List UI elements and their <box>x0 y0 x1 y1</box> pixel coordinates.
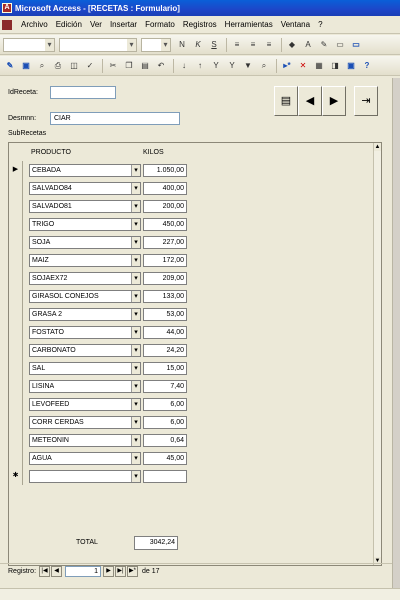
kilos-field[interactable]: 7,40 <box>143 380 187 393</box>
menu-archivo[interactable]: Archivo <box>21 20 48 29</box>
chevron-down-icon: ▾ <box>131 453 140 464</box>
record-selector[interactable] <box>9 323 23 341</box>
chevron-down-icon: ▾ <box>131 273 140 284</box>
chevron-down-icon: ▾ <box>131 345 140 356</box>
sort-desc-icon[interactable]: ↑ <box>198 60 202 70</box>
form-system-menu-icon[interactable] <box>2 20 12 30</box>
record-selector[interactable] <box>9 179 23 197</box>
kilos-field[interactable]: 6,00 <box>143 398 187 411</box>
new-record-row[interactable] <box>9 467 375 485</box>
chevron-down-icon: ▾ <box>131 255 140 266</box>
menu-help[interactable]: ? <box>318 20 323 29</box>
kilos-field[interactable]: 53,00 <box>143 308 187 321</box>
record-count: de 17 <box>142 568 160 575</box>
kilos-field[interactable]: 209,00 <box>143 272 187 285</box>
kilos-field[interactable]: 450,00 <box>143 218 187 231</box>
kilos-field[interactable]: 45,00 <box>143 452 187 465</box>
chevron-down-icon: ▾ <box>131 363 140 374</box>
product-combo[interactable]: TRIGO ▾ <box>29 218 141 231</box>
product-combo[interactable]: CORR CERDAS ▾ <box>29 416 141 429</box>
chevron-down-icon: ▾ <box>131 417 140 428</box>
product-combo[interactable]: LEVOFEED ▾ <box>29 398 141 411</box>
table-row[interactable] <box>9 179 375 197</box>
menu-registros[interactable]: Registros <box>182 20 217 29</box>
search-icon[interactable]: ⌕ <box>39 60 45 70</box>
title-bar <box>0 0 400 16</box>
table-row[interactable] <box>9 377 375 395</box>
copy-icon[interactable]: ❐ <box>125 60 133 70</box>
chevron-down-icon: ▾ <box>131 183 140 194</box>
record-selector[interactable] <box>9 215 23 233</box>
chevron-down-icon: ▾ <box>131 201 140 212</box>
kilos-field[interactable]: 6,00 <box>143 416 187 429</box>
id-receta-field[interactable] <box>50 86 116 99</box>
subform-vertical-scrollbar[interactable] <box>373 143 381 565</box>
special-effect-icon[interactable]: ▭ <box>352 39 360 49</box>
record-selector[interactable] <box>9 395 23 413</box>
product-combo[interactable]: SALVADO81 ▾ <box>29 200 141 213</box>
fill-color-icon[interactable]: ◆ <box>288 39 296 49</box>
form-horizontal-scrollbar[interactable] <box>0 588 400 600</box>
filter-form-icon[interactable]: Y <box>229 60 235 70</box>
record-selector[interactable] <box>9 413 23 431</box>
line-color-icon[interactable]: ✎ <box>320 39 328 49</box>
column-header-kilos: KILOS <box>143 149 164 156</box>
find-icon[interactable]: ⌕ <box>261 60 267 70</box>
formatting-toolbar <box>0 35 400 55</box>
menu-ver[interactable]: Ver <box>89 20 102 29</box>
first-record-icon[interactable]: |◀ <box>39 566 50 577</box>
exit-form-button[interactable]: ⇥ <box>354 86 378 116</box>
subrecetas-label: SubRecetas <box>8 130 47 137</box>
chevron-down-icon: ▾ <box>131 399 140 410</box>
kilos-field[interactable]: 172,00 <box>143 254 187 267</box>
chevron-down-icon: ▾ <box>131 291 140 302</box>
table-row[interactable] <box>9 449 375 467</box>
font-name-combo[interactable] <box>59 38 137 52</box>
record-selector[interactable] <box>9 287 23 305</box>
align-right-icon[interactable]: ≡ <box>266 39 272 49</box>
menu-insertar[interactable]: Insertar <box>109 20 138 29</box>
record-selector[interactable] <box>9 305 23 323</box>
database-window-icon[interactable]: ◨ <box>331 60 339 70</box>
table-row[interactable] <box>9 431 375 449</box>
product-combo[interactable]: CEBADA ▾ <box>29 164 141 177</box>
kilos-field[interactable]: 400,00 <box>143 182 187 195</box>
table-row[interactable] <box>9 323 375 341</box>
table-row[interactable] <box>9 215 375 233</box>
table-row[interactable] <box>9 395 375 413</box>
menu-bar <box>0 16 400 34</box>
record-selector[interactable] <box>9 233 23 251</box>
cut-icon[interactable]: ✂ <box>109 60 117 70</box>
record-selector[interactable] <box>9 431 23 449</box>
chevron-down-icon: ▾ <box>131 237 140 248</box>
menu-ventana[interactable]: Ventana <box>280 20 311 29</box>
last-record-icon[interactable]: ▶| <box>115 566 126 577</box>
product-combo[interactable]: CARBONATO ▾ <box>29 344 141 357</box>
filter-selection-icon[interactable]: Y <box>213 60 219 70</box>
help-icon[interactable]: ? <box>364 60 370 70</box>
align-left-icon[interactable]: ≡ <box>234 39 240 49</box>
kilos-field[interactable]: 0,64 <box>143 434 187 447</box>
product-combo[interactable]: SOJAEX72 ▾ <box>29 272 141 285</box>
view-icon[interactable]: ✎ <box>6 60 14 70</box>
table-row[interactable] <box>9 359 375 377</box>
product-combo[interactable]: SALVADO84 ▾ <box>29 182 141 195</box>
new-record-asterisk-icon[interactable]: ✱ <box>9 467 23 485</box>
chevron-down-icon: ▾ <box>131 381 140 392</box>
kilos-field[interactable]: 24,20 <box>143 344 187 357</box>
record-selector[interactable] <box>9 251 23 269</box>
form-toolbar <box>0 56 400 76</box>
record-label: Registro: <box>8 568 37 575</box>
table-row[interactable] <box>9 233 375 251</box>
chevron-down-icon: ▾ <box>131 219 140 230</box>
menu-herramientas[interactable]: Herramientas <box>224 20 273 29</box>
access-app-icon: A <box>2 3 12 13</box>
product-combo[interactable]: METEONIN ▾ <box>29 434 141 447</box>
subrecetas-subform <box>8 142 382 566</box>
table-row[interactable] <box>9 287 375 305</box>
total-field[interactable]: 3042,24 <box>134 536 178 550</box>
record-selector[interactable] <box>9 341 23 359</box>
object-combo[interactable] <box>3 38 55 52</box>
table-row[interactable] <box>9 197 375 215</box>
print-preview-icon[interactable]: ◫ <box>70 60 78 70</box>
product-combo[interactable]: AGUA ▾ <box>29 452 141 465</box>
chevron-down-icon: ▾ <box>131 309 140 320</box>
id-receta-label: IdReceta: <box>8 89 38 96</box>
kilos-field[interactable]: 44,00 <box>143 326 187 339</box>
description-field[interactable]: CIAR <box>50 112 180 125</box>
next-record-button[interactable]: ▶ <box>322 86 346 116</box>
product-combo[interactable]: MAIZ ▾ <box>29 254 141 267</box>
delete-record-icon[interactable]: ✕ <box>299 60 307 70</box>
print-icon[interactable]: ⎙ <box>54 60 62 70</box>
menu-formato[interactable]: Formato <box>145 20 175 29</box>
table-row[interactable] <box>9 161 375 179</box>
new-record-nav-icon[interactable]: ▶* <box>127 566 138 577</box>
record-navigation-bar <box>0 563 392 579</box>
chevron-down-icon: ▾ <box>131 165 140 176</box>
column-header-producto: PRODUCTO <box>31 149 71 156</box>
product-combo[interactable] <box>29 470 141 483</box>
apply-filter-icon[interactable]: ▼ <box>244 60 252 70</box>
kilos-field[interactable]: 15,00 <box>143 362 187 375</box>
product-combo[interactable]: SOJA ▾ <box>29 236 141 249</box>
new-record-icon[interactable]: ▸* <box>283 60 291 70</box>
scroll-up-icon[interactable]: ▲ <box>374 144 381 150</box>
current-record-indicator-icon[interactable]: ▶ <box>9 161 23 179</box>
record-selector[interactable] <box>9 449 23 467</box>
kilos-field[interactable]: 227,00 <box>143 236 187 249</box>
underline-icon[interactable]: S <box>211 39 217 49</box>
total-label: TOTAL <box>76 539 98 546</box>
scroll-down-icon[interactable]: ▼ <box>374 558 381 564</box>
next-record-icon[interactable]: ▶ <box>103 566 114 577</box>
new-object-icon[interactable]: ▣ <box>347 60 355 70</box>
product-combo[interactable]: GIRASOL CONEJOS ▾ <box>29 290 141 303</box>
table-row[interactable] <box>9 251 375 269</box>
sort-asc-icon[interactable]: ↓ <box>182 60 186 70</box>
record-selector[interactable] <box>9 377 23 395</box>
kilos-field[interactable]: 1.050,00 <box>143 164 187 177</box>
table-row[interactable] <box>9 305 375 323</box>
description-label: Desmnn: <box>8 115 37 122</box>
record-selector[interactable] <box>9 269 23 287</box>
save-icon[interactable]: ▣ <box>22 60 30 70</box>
font-size-combo[interactable] <box>141 38 171 52</box>
previous-record-button[interactable]: ◀ <box>298 86 322 116</box>
previous-record-icon[interactable]: ◀ <box>51 566 62 577</box>
kilos-field[interactable]: 133,00 <box>143 290 187 303</box>
current-record-field[interactable]: 1 <box>65 566 101 577</box>
font-color-icon[interactable]: A <box>305 39 311 49</box>
table-row[interactable] <box>9 269 375 287</box>
table-row[interactable] <box>9 413 375 431</box>
line-width-icon[interactable]: ▭ <box>336 39 344 49</box>
kilos-field[interactable] <box>143 470 187 483</box>
bold-icon[interactable]: N <box>179 39 185 49</box>
italic-icon[interactable]: K <box>195 39 201 49</box>
menu-edicion[interactable]: Edición <box>55 20 82 29</box>
chevron-down-icon: ▾ <box>131 327 140 338</box>
paste-icon[interactable]: ▤ <box>141 60 149 70</box>
properties-icon[interactable]: ▦ <box>315 60 323 70</box>
product-combo[interactable]: FOSTATO ▾ <box>29 326 141 339</box>
record-selector[interactable] <box>9 359 23 377</box>
product-combo[interactable]: SAL ▾ <box>29 362 141 375</box>
window-title: Microsoft Access - [RECETAS : Formulario] <box>15 3 180 13</box>
align-center-icon[interactable]: ≡ <box>250 39 256 49</box>
record-selector[interactable] <box>9 197 23 215</box>
product-combo[interactable]: GRASA 2 ▾ <box>29 308 141 321</box>
spelling-icon[interactable]: ✓ <box>86 60 94 70</box>
form-vertical-scrollbar[interactable] <box>392 78 400 588</box>
chevron-down-icon: ▾ <box>131 471 140 482</box>
undo-icon[interactable]: ↶ <box>157 60 165 70</box>
kilos-field[interactable]: 200,00 <box>143 200 187 213</box>
chevron-down-icon: ▾ <box>131 435 140 446</box>
table-row[interactable] <box>9 341 375 359</box>
record-view-button[interactable]: ▤ <box>274 86 298 116</box>
product-combo[interactable]: LISINA ▾ <box>29 380 141 393</box>
